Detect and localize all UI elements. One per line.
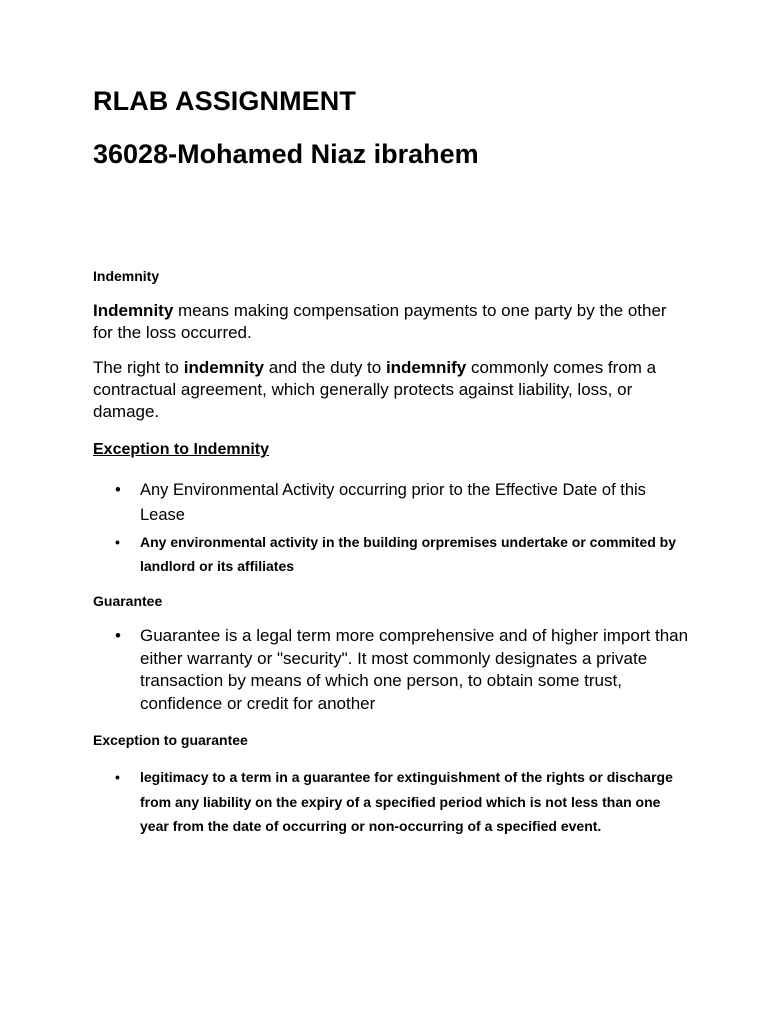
- author-line: 36028-Mohamed Niaz ibrahem: [93, 139, 479, 169]
- section-heading-exception-indemnity: Exception to Indemnity: [93, 441, 270, 458]
- bullet-icon: •: [115, 534, 120, 550]
- section-heading-indemnity: Indemnity: [93, 268, 160, 284]
- document-title: RLAB ASSIGNMENT: [93, 86, 356, 116]
- exception-guarantee-list: [93, 765, 693, 839]
- bullet-icon: •: [115, 769, 120, 785]
- paragraph-text-part3: commonly comes from a contractual agreement, which generally protects against liability, loss, or damage.: [93, 358, 657, 421]
- exception-indemnity-list: [93, 478, 693, 528]
- section-heading-exception-guarantee: Exception to guarantee: [93, 732, 248, 748]
- indemnify-term: indemnify: [385, 358, 467, 377]
- indemnity-definition-text: means making compensation payments to one party by the other for the loss occurred.: [93, 301, 667, 342]
- indemnity-term: Indemnity: [93, 301, 174, 320]
- list-item: [93, 478, 693, 528]
- indemnity-right-paragraph: [93, 357, 683, 423]
- bullet-icon: •: [115, 481, 121, 499]
- guarantee-list: [93, 625, 693, 715]
- list-item: [93, 530, 693, 578]
- list-item-text: Guarantee is a legal term more comprehensive and of higher import than either warranty or "security". It most commonly designates a private transaction by means of which one person, to obtain some trust, confidence or credit for another: [140, 626, 689, 713]
- exception-indemnity-list-continued: [93, 530, 693, 578]
- section-heading-guarantee: Guarantee: [93, 593, 163, 609]
- indemnity-term: indemnity: [183, 358, 265, 377]
- list-item-text: Any environmental activity in the building orpremises undertake or commited by landlord or its affiliates: [140, 534, 677, 574]
- list-item: [93, 765, 693, 839]
- paragraph-text-part1: The right to: [93, 358, 184, 377]
- list-item: [93, 625, 693, 715]
- bullet-icon: •: [115, 626, 121, 645]
- list-item-text: legitimacy to a term in a guarantee for extinguishment of the rights or discharge from any liability on the expiry of a specified period which is not less than one year from the date of occurring or non-occurring of a specified event.: [140, 769, 673, 834]
- indemnity-definition-paragraph: [93, 300, 683, 344]
- paragraph-text-part2: and the duty to: [264, 358, 386, 377]
- list-item-text: Any Environmental Activity occurring prior to the Effective Date of this Lease: [140, 481, 646, 524]
